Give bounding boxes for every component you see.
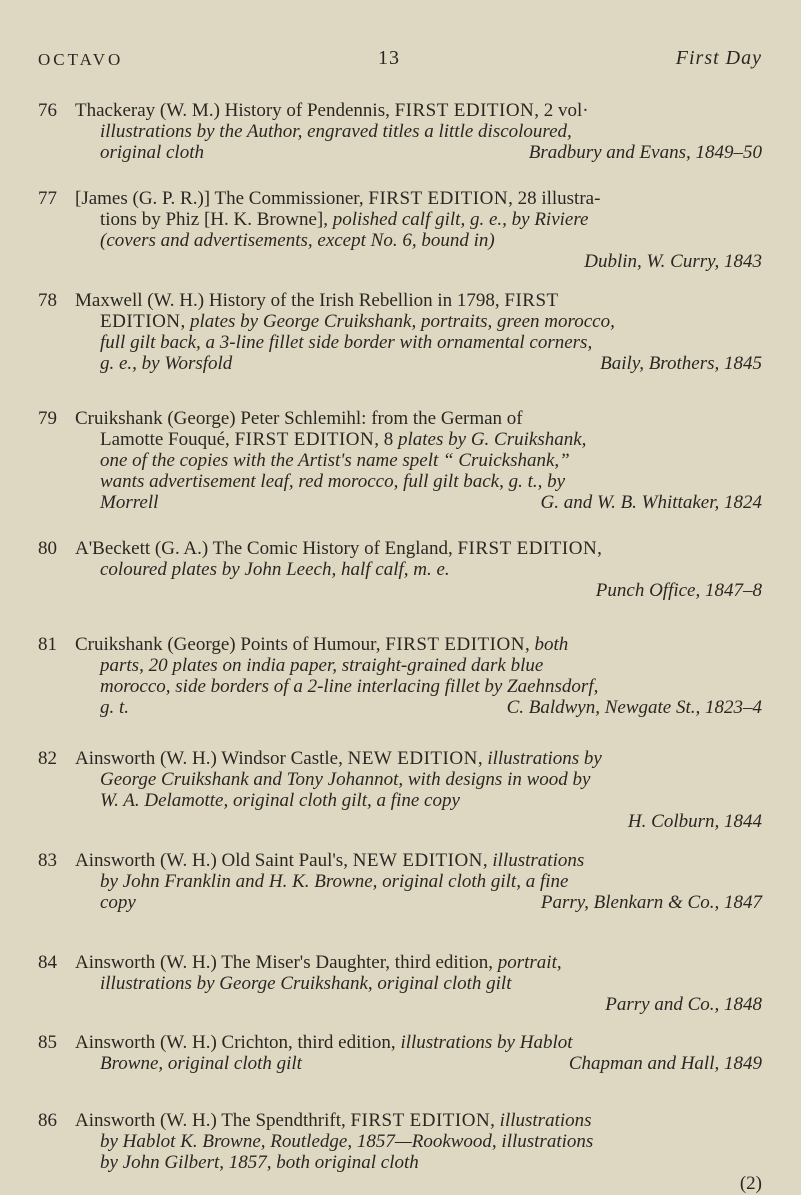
lot-text-segment: by John Franklin and H. K. Browne, original cloth gilt, a fine	[100, 871, 569, 892]
lot-text-segment: g. e., by Worsfold	[100, 353, 233, 374]
lot-text-segment: George Cruikshank and Tony Johannot, with designs in wood by	[100, 769, 591, 790]
lot-text-segment: [James (G. P. R.)] The Commissioner,	[75, 188, 369, 209]
page-header	[0, 42, 801, 76]
lot-description-line	[541, 892, 762, 914]
lot-description-line	[75, 290, 559, 312]
lot-text-segment: Ainsworth (W. H.) Windsor Castle,	[75, 748, 348, 769]
lot-description-line	[100, 1131, 593, 1153]
lot-text-segment: Bradbury and Evans, 1849–50	[528, 142, 762, 163]
lot-description-line	[100, 676, 598, 698]
lot-description-line	[100, 973, 511, 995]
lot-text-segment: EDITION	[100, 311, 181, 332]
lot-text-segment: wants advertisement leaf, red morocco, full gilt back, g. t., by	[100, 471, 566, 492]
lot-text-segment: FIRST EDITION	[394, 100, 535, 121]
lot-description-line	[100, 892, 136, 914]
lot-description-line	[75, 952, 562, 974]
lot-text-segment: ,	[524, 634, 535, 655]
lot-text-segment: A'Beckett (G. A.) The Comic History of England,	[75, 538, 458, 559]
lot-text-segment: , 28 illustra-	[508, 188, 601, 209]
lot-description-line	[100, 559, 450, 581]
lot-text-segment: (2)	[739, 1173, 762, 1194]
lot-description-line	[75, 850, 584, 872]
lot-text-segment: both	[534, 634, 569, 655]
lot-description-line	[100, 332, 592, 354]
lot-text-segment: polished calf gilt, g. e., by Riviere	[332, 209, 589, 230]
lot-description-line	[75, 634, 568, 656]
lot-text-segment: full gilt back, a 3-line fillet side border with ornamental corners,	[100, 332, 593, 353]
lot-text-segment: by Hablot K. Browne, Routledge, 1857—Rookwood, illustrations	[100, 1131, 594, 1152]
lot-description-line	[100, 697, 129, 719]
lot-text-segment: ,	[477, 748, 488, 769]
lot-text-segment: , 8	[374, 429, 398, 450]
lot-text-segment: plates by George Cruikshank, portraits, green morocco,	[190, 311, 615, 332]
lot-description-line	[569, 1053, 762, 1075]
lot-description-line	[600, 353, 762, 375]
lot-text-segment: Ainsworth (W. H.) The Miser's Daughter, third edition,	[75, 952, 498, 973]
lot-text-segment: Parry, Blenkarn & Co., 1847	[540, 892, 762, 913]
lot-text-segment: tions by Phiz [H. K. Browne],	[100, 209, 333, 230]
lot-text-segment: illustrations by	[487, 748, 602, 769]
lot-description-line	[605, 994, 762, 1016]
lot-text-segment: NEW EDITION	[352, 850, 483, 871]
lot-text-segment: coloured plates by John Leech, half calf, m. e.	[100, 559, 450, 580]
lot-description-line	[100, 769, 590, 791]
lot-description-line	[100, 353, 232, 375]
lot-description-line	[507, 697, 762, 719]
lot-text-segment: FIRST EDITION	[368, 188, 509, 209]
lot-text-segment: ,	[180, 311, 191, 332]
lot-text-segment: Maxwell (W. H.) History of the Irish Rebellion in 1798,	[75, 290, 505, 311]
lot-text-segment: Ainsworth (W. H.) Old Saint Paul's,	[75, 850, 353, 871]
lot-description-line	[628, 811, 762, 833]
lot-text-segment: (covers and advertisements, except No. 6, bound in)	[100, 230, 495, 251]
lot-text-segment: one of the copies with the Artist's name spelt “ Cruickshank,”	[100, 450, 570, 471]
lot-description-line	[75, 188, 600, 210]
lot-text-segment: Chapman and Hall, 1849	[568, 1053, 762, 1074]
lot-number: 78	[38, 290, 57, 311]
lot-text-segment: Browne, original cloth gilt	[100, 1053, 302, 1074]
lot-text-segment: Dublin, W. Curry, 1843	[584, 251, 762, 272]
lot-number: 76	[38, 100, 57, 121]
lot-number: 82	[38, 748, 57, 769]
lot-text-segment: Cruikshank (George) Points of Humour,	[75, 634, 386, 655]
lot-text-segment: illustrations by Hablot	[400, 1032, 573, 1053]
lot-description-line	[100, 450, 570, 472]
header-page-number: 13	[378, 47, 400, 69]
lot-description-line	[75, 1110, 592, 1132]
lot-description-line	[100, 655, 543, 677]
lot-text-segment: FIRST EDITION	[457, 538, 598, 559]
lot-number: 80	[38, 538, 57, 559]
lot-number: 85	[38, 1032, 57, 1053]
lot-description-line	[100, 1053, 302, 1075]
lot-text-segment: Parry and Co., 1848	[605, 994, 762, 1015]
lot-description-line	[100, 230, 495, 252]
lot-description-line	[100, 1152, 419, 1174]
lot-description-line	[584, 251, 762, 273]
lot-text-segment: FIRST EDITION	[350, 1110, 491, 1131]
lot-number: 81	[38, 634, 57, 655]
header-sale-day: First Day	[675, 47, 762, 69]
lot-description-line	[541, 492, 762, 514]
lot-description-line	[100, 492, 158, 514]
lot-description-line	[75, 100, 589, 122]
lot-text-segment: morocco, side borders of a 2-line interlacing fillet by Zaehnsdorf,	[100, 676, 599, 697]
lot-text-segment: ,	[597, 538, 602, 559]
lot-text-segment: parts, 20 plates on india paper, straight-grained dark blue	[100, 655, 544, 676]
lot-text-segment: Morrell	[100, 492, 159, 513]
lot-text-segment: by John Gilbert, 1857, both original cloth	[100, 1152, 419, 1173]
lot-text-segment: NEW EDITION	[347, 748, 478, 769]
lot-text-segment: copy	[100, 892, 136, 913]
lot-text-segment: Cruikshank (George) Peter Schlemihl: from the German of	[75, 408, 523, 429]
lot-text-segment: ,	[482, 850, 493, 871]
lot-description-line	[100, 311, 615, 333]
lot-description-line	[100, 142, 204, 164]
lot-number: 86	[38, 1110, 57, 1131]
lot-text-segment: FIRST EDITION	[234, 429, 375, 450]
lot-description-line	[100, 471, 565, 493]
lot-description-line	[100, 429, 586, 451]
header-section: OCTAVO	[38, 50, 124, 69]
lot-description-line	[100, 790, 460, 812]
lot-text-segment: Punch Office, 1847–8	[595, 580, 762, 601]
lot-text-segment: Baily, Brothers, 1845	[600, 353, 762, 374]
lot-description-line	[740, 1173, 762, 1195]
lot-text-segment: Ainsworth (W. H.) The Spendthrift,	[75, 1110, 351, 1131]
lot-text-segment: illustrations	[499, 1110, 592, 1131]
lot-text-segment: illustrations	[492, 850, 585, 871]
lot-text-segment: FIRST	[504, 290, 559, 311]
lot-text-segment: illustrations by the Author, engraved titles a little discoloured,	[100, 121, 572, 142]
lot-text-segment: g. t.	[100, 697, 130, 718]
lot-text-segment: portrait,	[497, 952, 562, 973]
lot-description-line	[529, 142, 762, 164]
lot-description-line	[75, 1032, 573, 1054]
lot-text-segment: original cloth	[100, 142, 204, 163]
lot-text-segment: , 2 vol·	[534, 100, 589, 121]
lot-description-line	[596, 580, 762, 602]
lot-text-segment: FIRST EDITION	[385, 634, 525, 655]
lot-text-segment: C. Baldwyn, Newgate St., 1823–4	[506, 697, 762, 718]
lot-text-segment: ,	[490, 1110, 500, 1131]
lot-text-segment: H. Colburn, 1844	[627, 811, 762, 832]
lot-number: 77	[38, 188, 57, 209]
lot-description-line	[75, 538, 602, 560]
lot-text-segment: Thackeray (W. M.) History of Pendennis,	[75, 100, 395, 121]
lot-description-line	[75, 748, 602, 770]
lot-text-segment: Lamotte Fouqué,	[100, 429, 235, 450]
lot-number: 84	[38, 952, 57, 973]
lot-text-segment: plates by G. Cruikshank,	[398, 429, 587, 450]
lot-text-segment: G. and W. B. Whittaker, 1824	[540, 492, 762, 513]
lot-text-segment: Ainsworth (W. H.) Crichton, third edition,	[75, 1032, 401, 1053]
lot-text-segment: illustrations by George Cruikshank, original cloth gilt	[100, 973, 512, 994]
lot-number: 79	[38, 408, 57, 429]
lot-text-segment: W. A. Delamotte, original cloth gilt, a fine copy	[100, 790, 460, 811]
lot-description-line	[75, 408, 523, 430]
lot-description-line	[100, 209, 588, 231]
lot-number: 83	[38, 850, 57, 871]
lot-description-line	[100, 871, 568, 893]
lot-description-line	[100, 121, 572, 143]
